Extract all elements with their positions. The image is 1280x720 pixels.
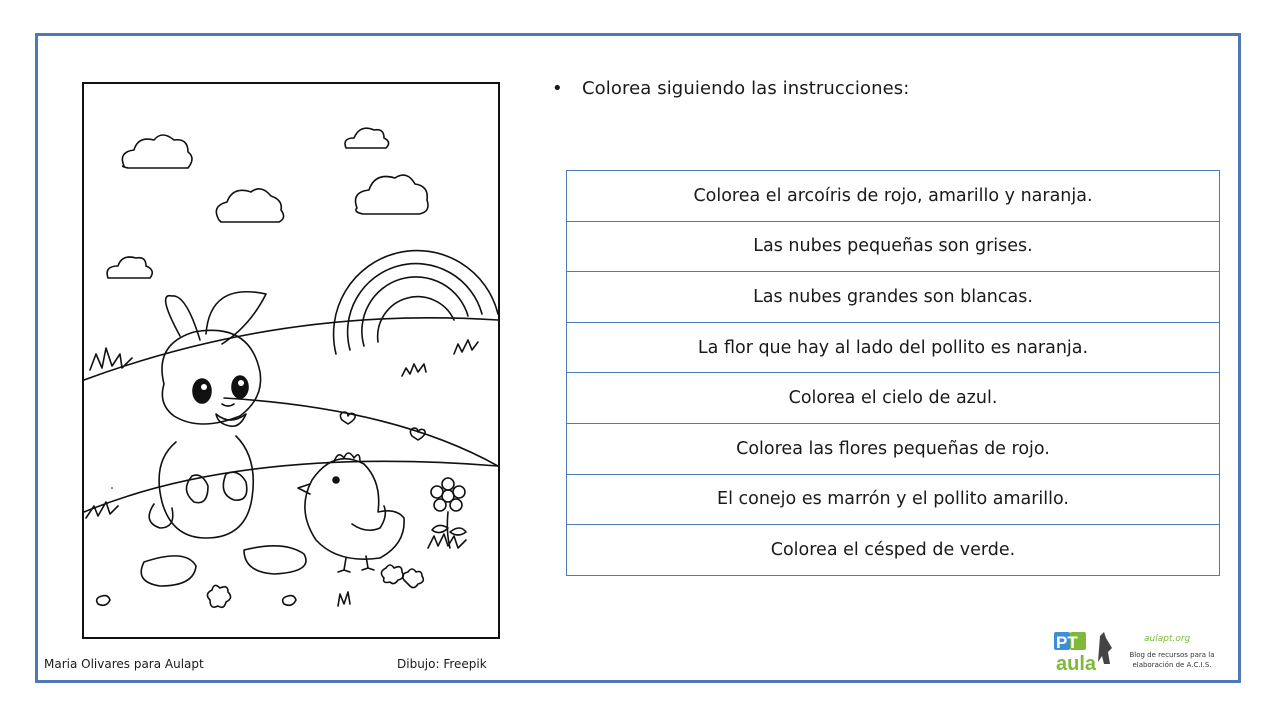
logo-url: aulapt.org bbox=[1144, 634, 1191, 644]
cloud-icon bbox=[122, 135, 192, 168]
aulapt-logo bbox=[1052, 628, 1122, 676]
instructions-heading bbox=[552, 78, 909, 99]
instruction-cell: Colorea el césped de verde. bbox=[567, 525, 1220, 576]
table-row bbox=[567, 221, 1220, 272]
table-row bbox=[567, 171, 1220, 222]
table-row bbox=[567, 322, 1220, 373]
cloud-icon bbox=[107, 257, 152, 278]
bunny bbox=[141, 292, 306, 586]
instruction-cell: El conejo es marrón y el pollito amarillo. bbox=[567, 474, 1220, 525]
instruction-cell: Colorea el arcoíris de rojo, amarillo y naranja. bbox=[567, 171, 1220, 222]
cloud-icon bbox=[216, 189, 283, 222]
logo-letters-top: PT bbox=[1056, 633, 1078, 652]
cloud-icon bbox=[356, 175, 429, 214]
logo-tagline: Blog de recursos para la elaboración de A.C.I.S. bbox=[1129, 651, 1215, 669]
mascot-icon bbox=[1098, 632, 1112, 664]
rainbow bbox=[334, 251, 498, 354]
instruction-cell: Colorea las flores pequeñas de rojo. bbox=[567, 423, 1220, 474]
instruction-cell: Las nubes grandes son blancas. bbox=[567, 272, 1220, 323]
hill bbox=[84, 318, 498, 380]
table-row bbox=[567, 474, 1220, 525]
instructions-table bbox=[566, 170, 1220, 576]
bullet: • bbox=[552, 78, 563, 99]
instruction-cell: La flor que hay al lado del pollito es naranja. bbox=[567, 322, 1220, 373]
chick bbox=[298, 453, 404, 572]
instruction-cell: Colorea el cielo de azul. bbox=[567, 373, 1220, 424]
hill bbox=[224, 398, 498, 466]
table-row bbox=[567, 423, 1220, 474]
instruction-cell: Las nubes pequeñas son grises. bbox=[567, 221, 1220, 272]
drawing-credit: Dibujo: Freepik bbox=[397, 657, 487, 671]
flower bbox=[428, 478, 466, 548]
logo-letters-bottom: aula bbox=[1056, 653, 1097, 675]
coloring-illustration bbox=[82, 82, 500, 639]
author-credit: Maria Olivares para Aulapt bbox=[44, 657, 204, 671]
table-row bbox=[567, 272, 1220, 323]
heading-text: Colorea siguiendo las instrucciones: bbox=[582, 78, 910, 99]
table-row bbox=[567, 373, 1220, 424]
table-row bbox=[567, 525, 1220, 576]
cloud-icon bbox=[345, 128, 389, 148]
